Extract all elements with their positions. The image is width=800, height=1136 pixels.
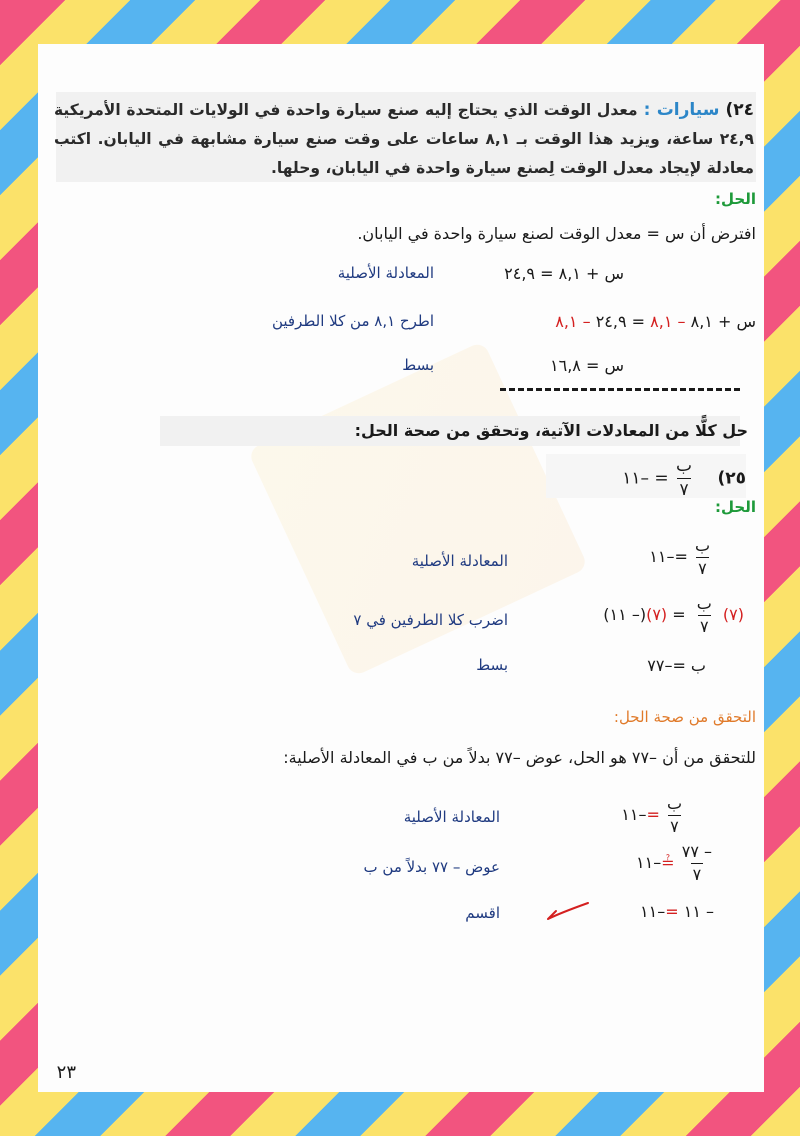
check-2-equation [636, 844, 714, 883]
section-divider [500, 388, 740, 391]
step24-1-label: المعادلة الأصلية [337, 264, 434, 282]
page-number: ٢٣ [56, 1062, 76, 1083]
check-2-rhs: –١١ [636, 853, 662, 872]
step24-3-equation: س = ١٦,٨ [550, 356, 624, 375]
problem-24-number: ٢٤) [725, 100, 754, 120]
check-mark-icon [546, 899, 592, 925]
step24-2-red2: – ٨,١ [555, 312, 596, 331]
check-1-numerator: ب [666, 794, 682, 813]
step25-2-eq: = [672, 605, 686, 624]
check-2-denominator: ٧ [692, 865, 702, 884]
problem-25-denominator: ٧ [679, 480, 689, 500]
solution-label-24: الحل: [715, 190, 756, 208]
step24-2-part1: س + ٨,١ [690, 312, 756, 331]
check-1-rhs: –١١ [621, 805, 647, 824]
step25-3-equation: ب =–٧٧ [647, 656, 706, 675]
problem-25-rhs: = –١١ [622, 468, 669, 489]
check-3-eq: = [665, 902, 679, 921]
step24-2-label: اطرح ٨,١ من كلا الطرفين [271, 312, 434, 330]
worksheet-page [38, 44, 764, 1092]
step25-2-rhs: (– ١١) [603, 605, 647, 624]
step24-2-part2: = ٢٤,٩ [595, 312, 646, 331]
solution-label-25: الحل: [715, 498, 756, 516]
step25-1-rhs: =–١١ [649, 547, 688, 566]
check-3-rhs: –١١ [640, 902, 666, 921]
check-1-eq: = [646, 805, 660, 824]
step25-2-left-red: (٧) [722, 605, 744, 624]
check-2-eq: ≟ [661, 853, 675, 872]
step24-2-red1: – ٨,١ [645, 312, 691, 331]
check-2-fraction [680, 844, 714, 883]
problem-25 [622, 458, 746, 499]
step25-2-mid-red: (٧) [646, 605, 668, 624]
problem-25-fraction [674, 458, 694, 499]
check-2-numerator: – ٧٧ [681, 842, 712, 861]
check-text: للتحقق من أن –٧٧ هو الحل، عوض –٧٧ بدلاً من ب في المعادلة الأصلية: [283, 748, 756, 767]
problem-25-numerator: ب [676, 456, 693, 476]
step25-2-equation [603, 596, 744, 635]
check-3-equation [640, 902, 714, 921]
check-1-denominator: ٧ [670, 817, 679, 836]
check-2-label: عوض – ٧٧ بدلاً من ب [363, 858, 500, 876]
assume-text: افترض أن س = معدل الوقت لصنع سيارة واحدة في اليابان. [357, 224, 756, 243]
step25-2-label: اضرب كلا الطرفين في ٧ [353, 611, 508, 629]
step24-1-equation: س + ٨,١ = ٢٤,٩ [504, 264, 624, 283]
check-1-fraction [665, 796, 684, 835]
instruction-text: حل كلًّا من المعادلات الآتية، وتحقق من صحة الحل: [354, 421, 748, 440]
check-label: التحقق من صحة الحل: [613, 708, 756, 726]
check-3-lhs: – ١١ [683, 902, 714, 921]
step25-3-label: بسط [476, 656, 508, 674]
step24-2-equation [555, 312, 756, 331]
step25-2-denominator: ٧ [699, 617, 709, 636]
problem-24-category: سيارات : [643, 100, 720, 120]
problem-24-text [54, 96, 754, 183]
check-1-label: المعادلة الأصلية [403, 808, 500, 826]
step25-1-numerator: ب [694, 536, 710, 555]
step25-2-numerator: ب [696, 594, 712, 613]
step24-3-label: بسط [402, 356, 434, 374]
step25-1-label: المعادلة الأصلية [411, 552, 508, 570]
step25-2-fraction [695, 596, 714, 635]
check-3-label: اقسم [465, 904, 500, 922]
problem-24-statement: معدل الوقت الذي يحتاج إليه صنع سيارة واحدة في الولايات المتحدة الأمريكية ٢٤,٩ ساعة، ويزيد هذا الوقت بـ ٨,١ ساعات على وقت صنع سيارة مشابهة في اليابان. اكتب معادلة لإيجاد معدل الوقت لِصنع سيارة واحدة في اليابان، وحلها. [54, 101, 754, 177]
step25-1-denominator: ٧ [698, 559, 707, 578]
problem-25-number: ٢٥) [717, 468, 746, 489]
step25-1-equation [649, 538, 712, 577]
step25-1-fraction [693, 538, 712, 577]
check-1-equation [621, 796, 684, 835]
